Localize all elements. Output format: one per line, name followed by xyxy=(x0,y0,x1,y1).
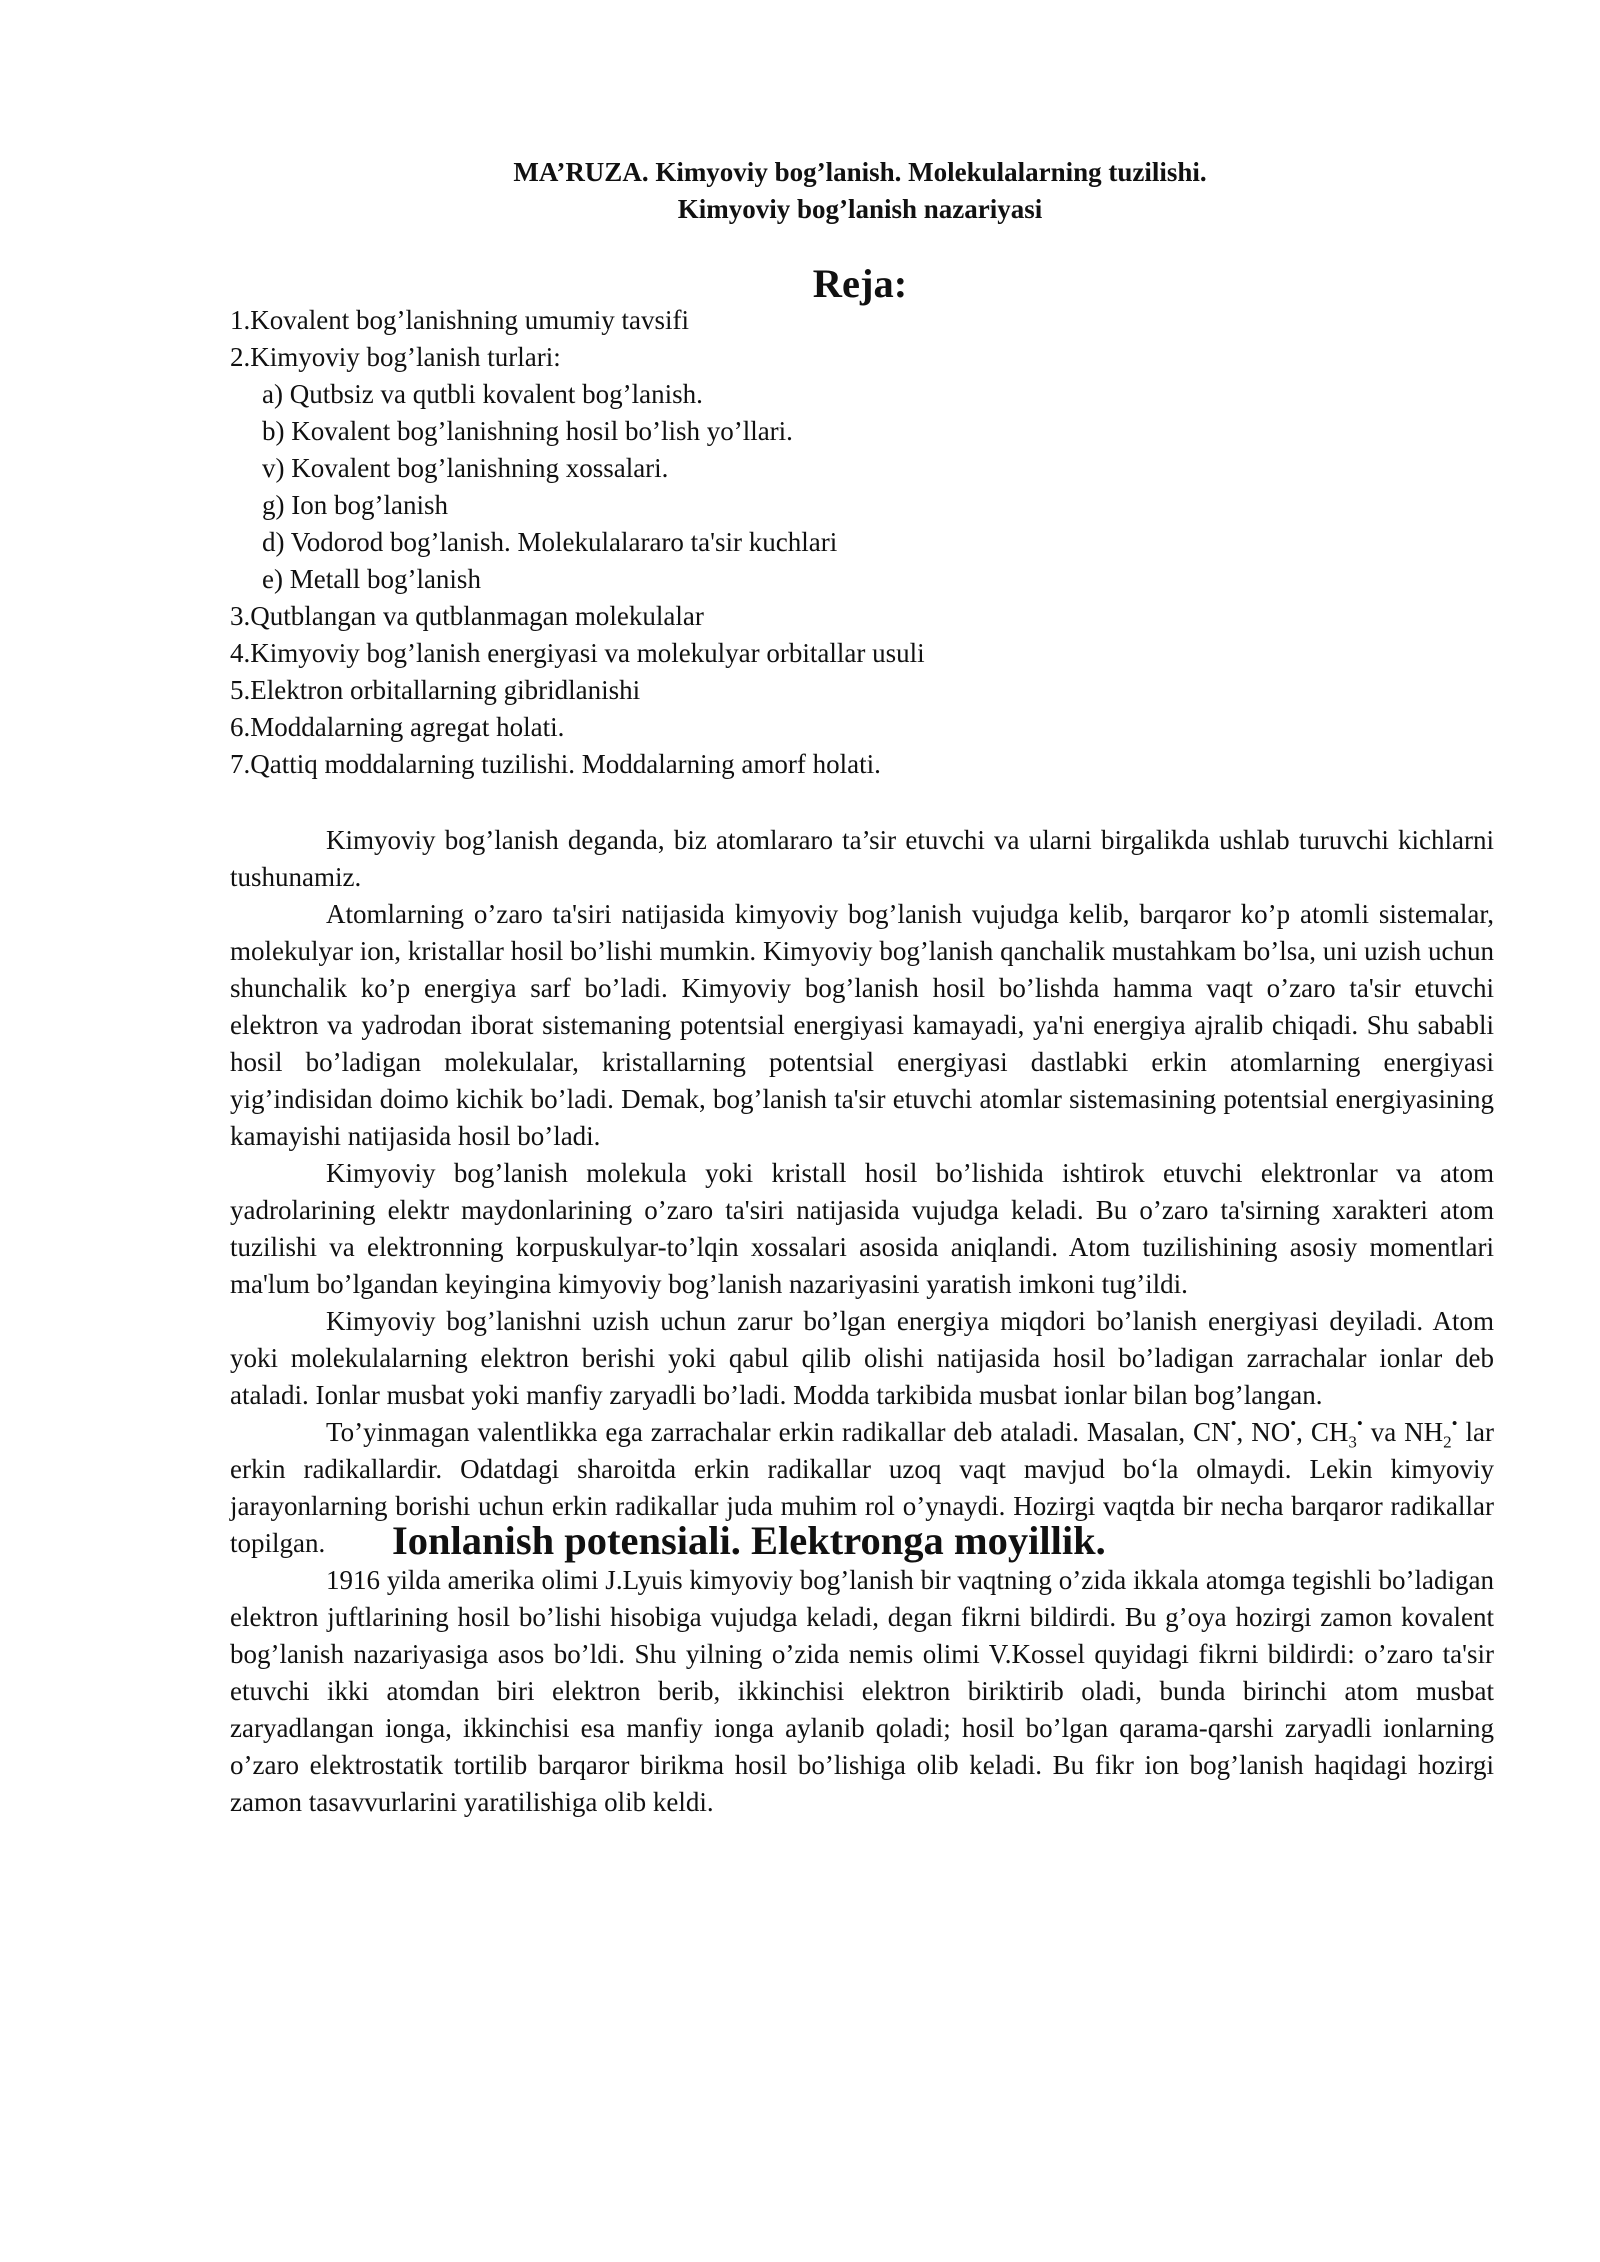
radical-sep: , CH xyxy=(1296,1417,1349,1447)
plan-item: 7.Qattiq moddalarning tuzilishi. Moddalarning amorf holati. xyxy=(230,749,881,779)
subscript: 2 xyxy=(1443,1432,1452,1452)
plan-subitem: e) Metall bog’lanish xyxy=(262,564,481,594)
paragraph: Kimyoviy bog’lanishni uzish uchun zarur bo’lgan energiya miqdori bo’lanish energiyasi deyiladi. Atom yoki molekulalarning elektron berishi yoki qabul qilib olishi natijasida hosil bo’ladigan zarrachalar ionlar deb ataladi. Ionlar musbat yoki manfiy zaryadli bo’ladi. Modda tarkibida musbat ionlar bilan bog’langan. xyxy=(230,1306,1494,1410)
radical-sep: , NO xyxy=(1236,1417,1291,1447)
document-title-line2: Kimyoviy bog’lanish nazariyasi xyxy=(677,194,1043,224)
radical-dot: • xyxy=(1451,1414,1458,1433)
radical-dot: • xyxy=(1230,1414,1237,1433)
paragraph: Kimyoviy bog’lanish molekula yoki kristall hosil bo’lishida ishtirok etuvchi elektronlar va atom yadrolarining elektr maydonlarining o’zaro ta'siri natijasida vujudga keladi. Bu o’zaro ta'sirning xarakteri atom tuzilishi va elektronning korpuskulyar-to’lqin xossalari asosida aniqlandi. Atom tuzilishining asosiy momentlari ma'lum bo’lgandan keyingina kimyoviy bog’lanish nazariyasini yaratish imkoni tug’ildi. xyxy=(230,1158,1494,1299)
radical-text-va: va NH xyxy=(1362,1417,1444,1447)
plan-item: 6.Moddalarning agregat holati. xyxy=(230,712,565,742)
plan-subitem: a) Qutbsiz va qutbli kovalent bog’lanish. xyxy=(262,379,703,409)
section-heading: Ionlanish potensiali. Elektronga moyillik. xyxy=(392,1518,1106,1563)
paragraph: 1916 yilda amerika olimi J.Lyuis kimyoviy bog’lanish bir vaqtning o’zida ikkala atomga tegishli bo’ladigan elektron juftlarining hosil bo’lishi hisobiga vujudga keladi, degan fikrni bildirdi. Bu g’oya hozirgi zamon kovalent bog’lanish nazariyasiga asos bo’ldi. Shu yilning o’zida nemis olimi V.Kossel quyidagi fikrni bildirdi: o’zaro ta'sir etuvchi ikki atomdan biri elektron berib, ikkinchisi elektron biriktirib oladi, bunda birinchi atom musbat zaryadlangan ionga, ikkinchisi esa manfiy ionga aylanib qoladi; hosil bo’lgan qarama-qarshi zaryadli ionlarning o’zaro elektrostatik tortilib barqaror birikma hosil bo’lishiga olib keladi. Bu fikr ion bog’lanish haqidagi hozirgi zamon tasavvurlarini yaratilishiga olib keldi. xyxy=(230,1565,1494,1817)
plan-item: 1.Kovalent bog’lanishning umumiy tavsifi xyxy=(230,305,689,335)
paragraph: Atomlarning o’zaro ta'siri natijasida kimyoviy bog’lanish vujudga kelib, barqaror ko’p atomli sistemalar, molekulyar ion, kristallar hosil bo’lishi mumkin. Kimyoviy bog’lanish qanchalik mustahkam bo’lsa, uni uzish uchun shunchalik ko’p energiya sarf bo’ladi. Kimyoviy bog’lanish hosil bo’lishda hamma vaqt o’zaro ta'sir etuvchi elektron va yadrodan iborat sistemaning potentsial energiyasi kamayadi, ya'ni energiya ajralib chiqadi. Shu sababli hosil bo’ladigan molekulalar, kristallarning potentsial energiyasi dastlabki erkin atomlarning energiyasi yig’indisidan doimo kichik bo’ladi. Demak, bog’lanish ta'sir etuvchi atomlar sistemasining potentsial energiyasining kamayishi natijasida hosil bo’ladi. xyxy=(230,899,1494,1151)
paragraph: Kimyoviy bog’lanish deganda, biz atomlararo ta’sir etuvchi va ularni birgalikda ushlab turuvchi kichlarni tushunamiz. xyxy=(230,825,1494,892)
plan-item: 5.Elektron orbitallarning gibridlanishi xyxy=(230,675,641,705)
plan-item: 4.Kimyoviy bog’lanish energiyasi va molekulyar orbitallar usuli xyxy=(230,638,925,668)
radical-text-end: lar erkin radikallardir. Odatdagi sharoitda erkin radikallar uzoq vaqt mavjud bo‘la olmaydi. Lekin kimyoviy jarayonlarning borishi uchun erkin radikallar juda muhim rol o’ynaydi. Hozirgi vaqtda bir necha barqaror radikallar topilgan. xyxy=(230,1417,1494,1558)
plan-subitem: g) Ion bog’lanish xyxy=(262,490,448,520)
radical-dot: • xyxy=(1290,1414,1297,1433)
plan-subitem: d) Vodorod bog’lanish. Molekulalararo ta'sir kuchlari xyxy=(262,527,838,557)
plan-subitem: v) Kovalent bog’lanishning xossalari. xyxy=(262,453,669,483)
radical-dot: • xyxy=(1356,1414,1363,1433)
document-title-line1: MA’RUZA. Kimyoviy bog’lanish. Molekulalarning tuzilishi. xyxy=(513,157,1207,187)
plan-heading: Reja: xyxy=(812,261,908,306)
body-text xyxy=(230,822,1494,1821)
plan-list xyxy=(230,302,1490,783)
subscript: 3 xyxy=(1348,1432,1357,1452)
plan-item: 3.Qutblangan va qutblanmagan molekulalar xyxy=(230,601,704,631)
plan-item: 2.Kimyoviy bog’lanish turlari: xyxy=(230,342,561,372)
plan-subitem: b) Kovalent bog’lanishning hosil bo’lish yo’llari. xyxy=(262,416,793,446)
radical-text-start: To’yinmagan valentlikka ega zarrachalar erkin radikallar deb ataladi. Masalan, CN xyxy=(326,1417,1231,1447)
